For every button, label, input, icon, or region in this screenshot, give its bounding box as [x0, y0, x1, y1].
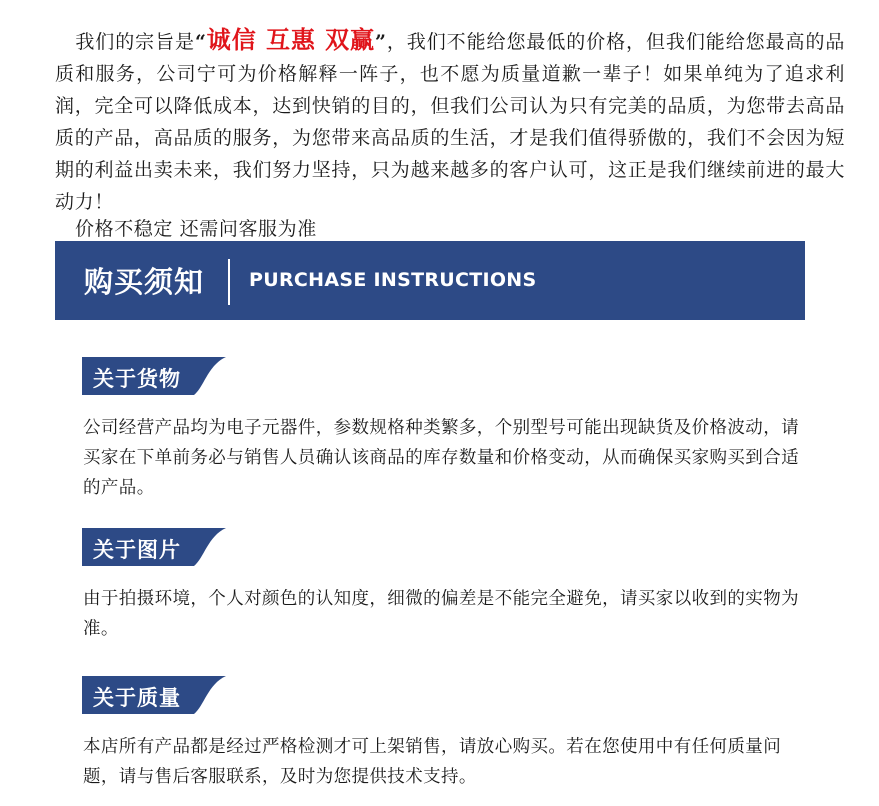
section-tag-label: 关于货物 — [93, 367, 181, 391]
section-body-goods: 公司经营产品均为电子元器件，参数规格种类繁多，个别型号可能出现缺货及价格波动，请买家在下单前务必与销售人员确认该商品的库存数量和价格变动，从而确保买家购买到合适的产品。 — [83, 418, 799, 498]
section-tag-label: 关于质量 — [93, 686, 181, 710]
section-body-images: 由于拍摄环境，个人对颜色的认知度，细微的偏差是不能完全避免，请买家以收到的实物为准。 — [83, 589, 799, 639]
section-tag-images — [82, 528, 226, 566]
section-body-quality: 本店所有产品都是经过严格检测才可上架销售，请放心购买。若在您使用中有任何质量问题，请与售后客服联系，及时为您提供技术支持。 — [83, 737, 782, 787]
motto-text: 诚信 互惠 双赢 — [206, 25, 375, 54]
intro-before-motto: 我们的宗旨是 — [75, 31, 195, 53]
section-tag-goods — [82, 357, 226, 395]
section-tag-quality — [82, 676, 226, 714]
intro-text — [55, 24, 845, 218]
motto-close-quote: ” — [374, 31, 387, 53]
banner-divider — [228, 259, 230, 305]
price-note: 价格不稳定 还需问客服为准 — [75, 218, 317, 240]
banner-cn-title: 购买须知 — [84, 265, 205, 299]
banner-en-title: PURCHASE INSTRUCTIONS — [249, 269, 537, 291]
intro-after-motto: ，我们不能给您最低的价格，但我们能给您最高的品质和服务，公司宁可为价格解释一阵子，也不愿为质量道歉一辈子！如果单纯为了追求利润，完全可以降低成本，达到快销的目的，但我们公司认为只有完美的品质，为您带去高品质的产品，高品质的服务，为您带来高品质的生活，才是我们值得骄傲的，我们不会因为短期的利益出卖未来，我们努力坚持，只为越来越多的客户认可，这正是我们继续前进的最大动力！ — [55, 31, 845, 213]
section-tag-label: 关于图片 — [93, 538, 181, 562]
intro-paragraph — [55, 24, 845, 218]
motto-open-quote: “ — [194, 31, 207, 53]
purchase-instructions-banner — [55, 241, 805, 320]
